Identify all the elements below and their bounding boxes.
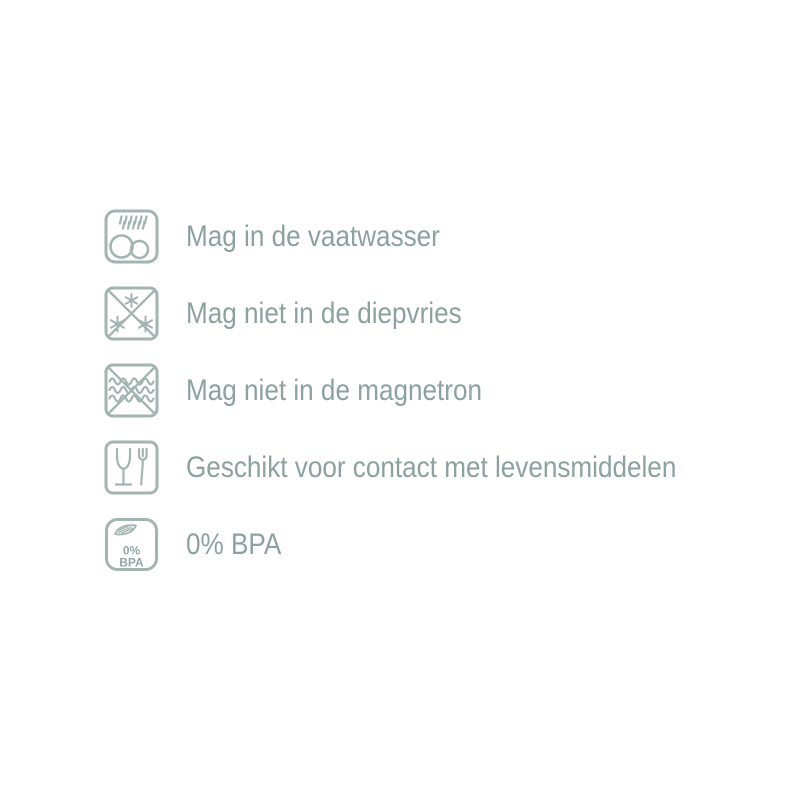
- bpa-free-icon: [104, 517, 159, 572]
- feature-row-not-freezer-safe: [104, 286, 750, 341]
- feature-label: Mag niet in de diepvries: [186, 297, 462, 330]
- feature-row-dishwasher-safe: [104, 209, 750, 264]
- feature-label: 0% BPA: [186, 528, 282, 561]
- dishwasher-safe-icon: [104, 209, 159, 264]
- feature-label: Geschikt voor contact met levensmiddelen: [186, 451, 677, 484]
- feature-label: Mag niet in de magnetron: [186, 374, 482, 407]
- bpa-icon-text-line2: BPA: [119, 555, 144, 570]
- feature-row-not-microwave-safe: [104, 363, 750, 418]
- feature-row-food-contact-safe: [104, 440, 750, 495]
- no-microwave-icon: [104, 363, 159, 418]
- no-freezer-icon: [104, 286, 159, 341]
- feature-row-bpa-free: [104, 517, 750, 572]
- feature-label: Mag in de vaatwasser: [186, 220, 440, 253]
- bpa-icon-text-line1: 0%: [122, 543, 141, 558]
- feature-list: [104, 209, 750, 572]
- food-contact-safe-icon: [104, 440, 159, 495]
